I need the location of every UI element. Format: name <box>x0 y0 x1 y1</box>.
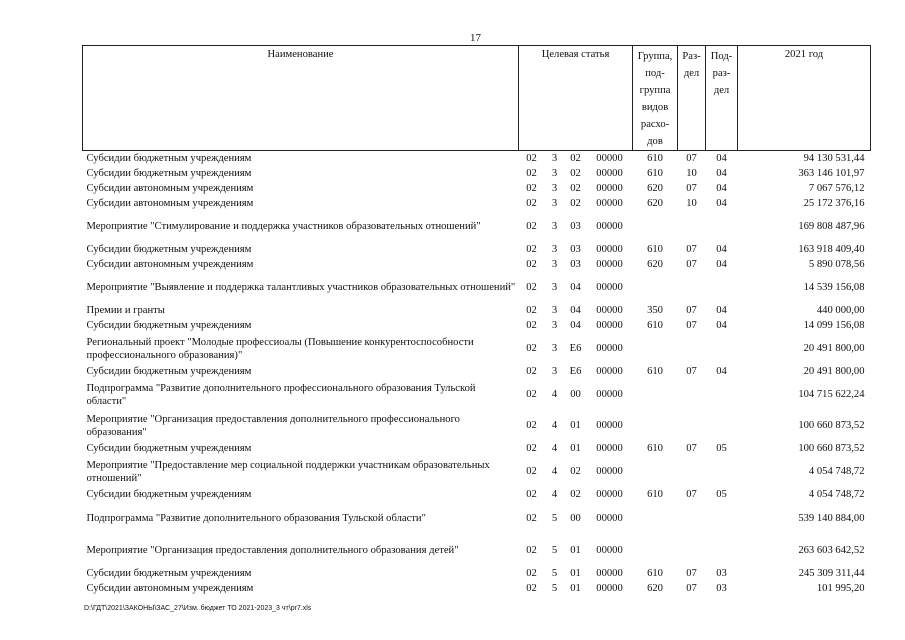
target-direction-code: 00000 <box>596 305 623 316</box>
subsection-code: 03 <box>716 568 727 579</box>
target-program-code: 02 <box>526 305 537 316</box>
target-subprogram-code: 4 <box>551 443 558 454</box>
expense-group-code: 620 <box>647 198 663 209</box>
section-code: 07 <box>686 366 697 377</box>
row-name: Мероприятие "Стимулирование и поддержка участников образовательных отношений" <box>86 221 481 232</box>
target-subprogram-code: 3 <box>551 366 558 377</box>
section-code <box>678 410 706 441</box>
expense-group-code: 610 <box>647 320 663 331</box>
target-subprogram-code: 4 <box>551 489 558 500</box>
header-section: Раз- дел <box>678 46 706 151</box>
table-row <box>83 581 871 596</box>
target-direction-code: 00000 <box>596 168 623 179</box>
section-code <box>678 502 706 534</box>
target-program-code: 02 <box>526 259 537 270</box>
expense-group-code <box>633 211 678 242</box>
amount-2021: 94 130 531,44 <box>803 153 865 164</box>
subsection-code: 04 <box>716 244 727 255</box>
target-event-code: 03 <box>570 259 581 270</box>
header-target-article: Целевая статья <box>519 46 633 151</box>
expense-group-code: 610 <box>647 366 663 377</box>
subsection-code: 04 <box>716 198 727 209</box>
target-event-code: 04 <box>570 320 581 331</box>
table-row <box>83 333 871 364</box>
row-name: Мероприятие "Организация предоставления дополнительного профессионального образования" <box>86 413 460 438</box>
target-event-code: E6 <box>569 343 582 354</box>
target-program-code: 02 <box>526 512 537 524</box>
row-name: Субсидии автономным учреждениям <box>86 183 254 194</box>
subsection-code: 04 <box>716 305 727 316</box>
expense-group-code: 620 <box>647 259 663 270</box>
target-direction-code: 00000 <box>596 443 623 454</box>
section-code: 07 <box>686 583 697 594</box>
target-event-code: 03 <box>570 244 581 255</box>
amount-2021: 169 808 487,96 <box>798 221 865 232</box>
amount-2021: 163 918 409,40 <box>798 244 865 255</box>
target-subprogram-code: 3 <box>551 221 558 232</box>
amount-2021: 20 491 800,00 <box>803 366 865 377</box>
subsection-code: 05 <box>716 443 727 454</box>
target-program-code: 02 <box>526 544 537 556</box>
section-code: 07 <box>686 259 697 270</box>
target-subprogram-code: 3 <box>551 259 558 270</box>
row-name: Субсидии бюджетным учреждениям <box>86 489 252 500</box>
subsection-code: 04 <box>716 153 727 164</box>
target-event-code: 02 <box>570 466 581 477</box>
target-program-code: 02 <box>526 389 537 400</box>
target-program-code: 02 <box>526 282 537 293</box>
amount-2021: 100 660 873,52 <box>798 443 865 454</box>
table-row <box>83 534 871 566</box>
row-name: Субсидии бюджетным учреждениям <box>86 366 252 377</box>
expense-group-code <box>633 534 678 566</box>
subsection-code: 04 <box>716 320 727 331</box>
expense-group-code: 350 <box>647 305 663 316</box>
table-header-row <box>83 46 871 151</box>
target-program-code: 02 <box>526 198 537 209</box>
section-code: 07 <box>686 489 697 500</box>
target-program-code: 02 <box>526 168 537 179</box>
table-row <box>83 456 871 487</box>
amount-2021: 7 067 576,12 <box>808 183 865 194</box>
target-program-code: 02 <box>526 489 537 500</box>
target-subprogram-code: 4 <box>551 420 558 431</box>
target-subprogram-code: 3 <box>551 198 558 209</box>
section-code <box>678 379 706 410</box>
amount-2021: 100 660 873,52 <box>798 420 865 431</box>
target-program-code: 02 <box>526 183 537 194</box>
target-subprogram-code: 3 <box>551 305 558 316</box>
target-event-code: 01 <box>570 420 581 431</box>
amount-2021: 4 054 748,72 <box>808 466 865 477</box>
subsection-code: 04 <box>716 183 727 194</box>
section-code <box>678 456 706 487</box>
target-subprogram-code: 5 <box>551 512 558 524</box>
table-row <box>83 364 871 379</box>
expense-group-code <box>633 456 678 487</box>
target-direction-code: 00000 <box>596 282 623 293</box>
row-name: Подпрограмма "Развитие дополнительного образования Тульской области" <box>86 512 426 524</box>
target-program-code: 02 <box>526 366 537 377</box>
target-program-code: 02 <box>526 343 537 354</box>
expense-group-code: 610 <box>647 244 663 255</box>
section-code: 10 <box>686 168 697 179</box>
section-code <box>678 534 706 566</box>
target-event-code: 02 <box>570 489 581 500</box>
target-program-code: 02 <box>526 320 537 331</box>
target-program-code: 02 <box>526 568 537 579</box>
row-name: Мероприятие "Организация предоставления дополнительного образования детей" <box>86 544 459 556</box>
amount-2021: 14 539 156,08 <box>803 282 865 293</box>
target-event-code: 01 <box>570 583 581 594</box>
target-program-code: 02 <box>526 583 537 594</box>
row-name: Субсидии автономным учреждениям <box>86 583 254 594</box>
subsection-code <box>706 410 738 441</box>
target-direction-code: 00000 <box>596 583 623 594</box>
target-event-code: 04 <box>570 282 581 293</box>
table-row <box>83 196 871 211</box>
table-row <box>83 566 871 581</box>
expense-group-code <box>633 379 678 410</box>
table-row <box>83 303 871 318</box>
target-direction-code: 00000 <box>596 198 623 209</box>
subsection-code: 04 <box>716 366 727 377</box>
target-program-code: 02 <box>526 221 537 232</box>
expense-group-code: 620 <box>647 583 663 594</box>
target-direction-code: 00000 <box>596 320 623 331</box>
target-subprogram-code: 3 <box>551 244 558 255</box>
expense-group-code: 610 <box>647 489 663 500</box>
table-row <box>83 410 871 441</box>
amount-2021: 5 890 078,56 <box>808 259 865 270</box>
target-direction-code: 00000 <box>596 366 623 377</box>
target-direction-code: 00000 <box>596 183 623 194</box>
row-name: Субсидии бюджетным учреждениям <box>86 168 252 179</box>
target-event-code: 01 <box>570 544 581 556</box>
expense-group-code <box>633 272 678 303</box>
file-path-footer: D:\ГДТ\2021\ЗАКОНЫ\ЗАС_27\Изм. бюджет ТО 2021-2023_3 чт\pr7.xls <box>84 605 312 612</box>
table-row <box>83 487 871 502</box>
amount-2021: 104 715 622,24 <box>798 389 865 400</box>
target-subprogram-code: 3 <box>551 168 558 179</box>
budget-table <box>82 45 871 596</box>
amount-2021: 245 309 311,44 <box>798 568 865 579</box>
budget-table-wrapper <box>82 45 870 596</box>
target-subprogram-code: 3 <box>551 153 558 164</box>
amount-2021: 25 172 376,16 <box>803 198 865 209</box>
target-subprogram-code: 3 <box>551 282 558 293</box>
target-subprogram-code: 5 <box>551 568 558 579</box>
row-name: Субсидии бюджетным учреждениям <box>86 320 252 331</box>
expense-group-code: 610 <box>647 153 663 164</box>
section-code: 07 <box>686 183 697 194</box>
amount-2021: 101 995,20 <box>816 583 865 594</box>
table-row <box>83 257 871 272</box>
table-body <box>83 151 871 597</box>
target-event-code: 02 <box>570 183 581 194</box>
subsection-code: 05 <box>716 489 727 500</box>
amount-2021: 4 054 748,72 <box>808 489 865 500</box>
target-subprogram-code: 4 <box>551 389 558 400</box>
row-name: Мероприятие "Предоставление мер социальной поддержки участникам образовательных отношений" <box>86 459 490 484</box>
header-year-2021: 2021 год <box>738 46 871 151</box>
target-event-code: 01 <box>570 443 581 454</box>
header-subsection: Под- раз- дел <box>706 46 738 151</box>
target-subprogram-code: 4 <box>551 466 558 477</box>
target-program-code: 02 <box>526 443 537 454</box>
target-event-code: 00 <box>570 512 581 524</box>
subsection-code: 03 <box>716 583 727 594</box>
section-code <box>678 272 706 303</box>
expense-group-code: 610 <box>647 443 663 454</box>
header-expense-group: Группа, под- группа видов расхо- дов <box>633 46 678 151</box>
section-code: 07 <box>686 305 697 316</box>
target-direction-code: 00000 <box>596 153 623 164</box>
row-name: Подпрограмма "Развитие дополнительного профессионального образования Тульской области" <box>86 382 476 407</box>
target-direction-code: 00000 <box>596 389 623 400</box>
subsection-code <box>706 502 738 534</box>
row-name: Премии и гранты <box>86 305 165 316</box>
target-direction-code: 00000 <box>596 568 623 579</box>
amount-2021: 14 099 156,08 <box>803 320 865 331</box>
target-subprogram-code: 3 <box>551 320 558 331</box>
target-event-code: 02 <box>570 198 581 209</box>
table-row <box>83 379 871 410</box>
target-event-code: 01 <box>570 568 581 579</box>
amount-2021: 263 603 642,52 <box>798 544 865 556</box>
header-name: Наименование <box>83 46 519 151</box>
expense-group-code <box>633 333 678 364</box>
expense-group-code <box>633 502 678 534</box>
section-code: 07 <box>686 568 697 579</box>
table-row <box>83 211 871 242</box>
row-name: Мероприятие "Выявление и поддержка талантливых участников образовательных отношений" <box>86 282 516 293</box>
target-direction-code: 00000 <box>596 420 623 431</box>
row-name: Субсидии автономным учреждениям <box>86 198 254 209</box>
target-direction-code: 00000 <box>596 221 623 232</box>
target-event-code: 03 <box>570 221 581 232</box>
subsection-code <box>706 333 738 364</box>
table-row <box>83 242 871 257</box>
target-direction-code: 00000 <box>596 343 623 354</box>
subsection-code: 04 <box>716 259 727 270</box>
target-direction-code: 00000 <box>596 244 623 255</box>
expense-group-code: 620 <box>647 183 663 194</box>
table-row <box>83 151 871 167</box>
target-program-code: 02 <box>526 153 537 164</box>
section-code: 07 <box>686 244 697 255</box>
row-name: Субсидии бюджетным учреждениям <box>86 244 252 255</box>
amount-2021: 363 146 101,97 <box>798 168 865 179</box>
subsection-code <box>706 456 738 487</box>
table-row <box>83 318 871 333</box>
subsection-code <box>706 211 738 242</box>
section-code: 10 <box>686 198 697 209</box>
section-code: 07 <box>686 153 697 164</box>
amount-2021: 440 000,00 <box>816 305 865 316</box>
table-row <box>83 181 871 196</box>
row-name: Субсидии автономным учреждениям <box>86 259 254 270</box>
table-row <box>83 502 871 534</box>
amount-2021: 539 140 884,00 <box>798 512 865 524</box>
target-program-code: 02 <box>526 466 537 477</box>
row-name: Субсидии бюджетным учреждениям <box>86 568 252 579</box>
target-event-code: E6 <box>569 366 582 377</box>
row-name: Региональный проект "Молодые профессиоалы (Повышение конкурентоспособности профессионального образования)" <box>86 336 474 361</box>
target-subprogram-code: 3 <box>551 343 558 354</box>
expense-group-code: 610 <box>647 568 663 579</box>
table-row <box>83 272 871 303</box>
target-subprogram-code: 5 <box>551 583 558 594</box>
row-name: Субсидии бюджетным учреждениям <box>86 153 252 164</box>
target-direction-code: 00000 <box>596 512 623 524</box>
table-row <box>83 441 871 456</box>
subsection-code <box>706 379 738 410</box>
target-direction-code: 00000 <box>596 489 623 500</box>
row-name: Субсидии бюджетным учреждениям <box>86 443 252 454</box>
table-row <box>83 166 871 181</box>
target-direction-code: 00000 <box>596 544 623 556</box>
section-code <box>678 333 706 364</box>
section-code <box>678 211 706 242</box>
page-number: 17 <box>470 32 481 44</box>
expense-group-code <box>633 410 678 441</box>
target-subprogram-code: 3 <box>551 183 558 194</box>
amount-2021: 20 491 800,00 <box>803 343 865 354</box>
target-direction-code: 00000 <box>596 466 623 477</box>
section-code: 07 <box>686 443 697 454</box>
target-event-code: 00 <box>570 389 581 400</box>
subsection-code <box>706 534 738 566</box>
section-code: 07 <box>686 320 697 331</box>
target-event-code: 02 <box>570 153 581 164</box>
target-subprogram-code: 5 <box>551 544 558 556</box>
target-program-code: 02 <box>526 420 537 431</box>
target-event-code: 04 <box>570 305 581 316</box>
target-program-code: 02 <box>526 244 537 255</box>
subsection-code <box>706 272 738 303</box>
target-direction-code: 00000 <box>596 259 623 270</box>
expense-group-code: 610 <box>647 168 663 179</box>
subsection-code: 04 <box>716 168 727 179</box>
target-event-code: 02 <box>570 168 581 179</box>
